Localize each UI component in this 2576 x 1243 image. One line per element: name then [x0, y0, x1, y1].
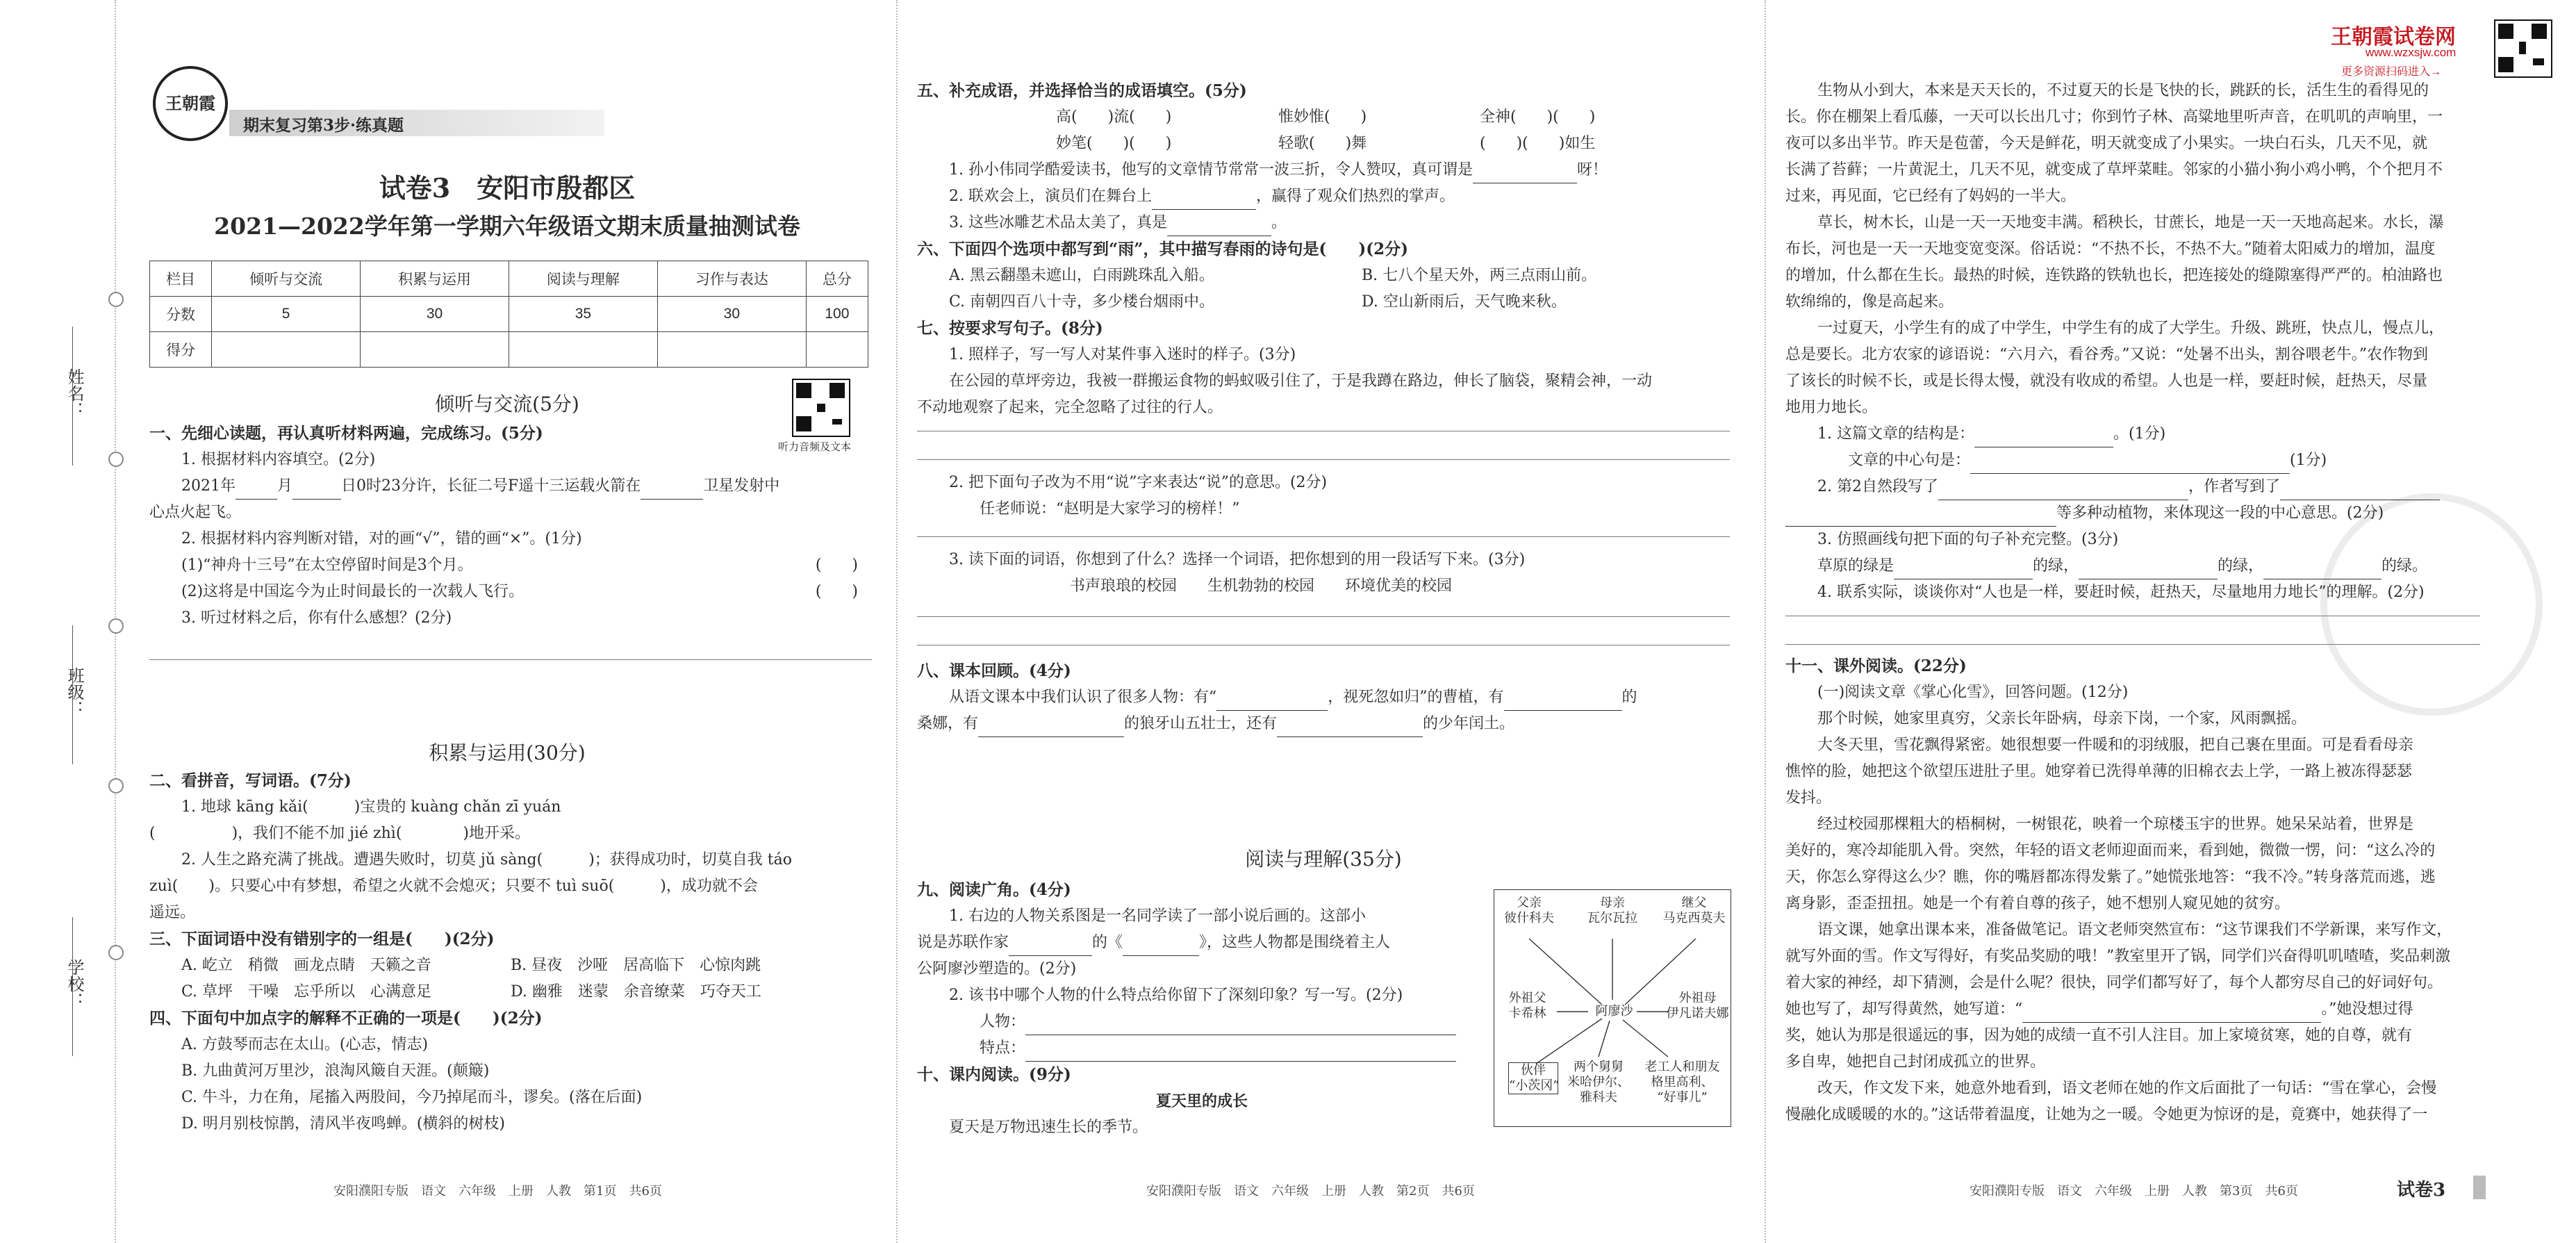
- answer-blank[interactable]: [1894, 561, 2033, 579]
- answer-line[interactable]: [1785, 644, 2480, 645]
- banner-text: 期末复习第3步·练真题: [243, 116, 404, 135]
- page-divider: [896, 0, 898, 1243]
- answer-blank[interactable]: [2280, 481, 2440, 500]
- binding-hole: [108, 618, 124, 634]
- question-7-3: 3. 读下面的词语，你想到了什么？选择一个词语，把你想到的用一段话写下来。(3分): [949, 551, 1526, 568]
- exam-title: 试卷3 安阳市殷都区: [379, 172, 636, 204]
- node-name: 彼什科夫: [1504, 911, 1554, 925]
- story-line: 离身影，歪歪扭扭。她是一个有着自尊的孩子，她不想别人窥见她的贫穷。: [1785, 895, 2290, 912]
- text: 2021年: [181, 477, 236, 495]
- score-table: [149, 261, 868, 368]
- story-line: 憔悴的脸，她把这个欲望压进肚子里。她穿着已洗得单薄的旧棉衣去上学，一路上被冻得瑟瑟: [1785, 763, 2413, 780]
- question-10-3-text: [1785, 553, 2480, 579]
- passage-line: 过来，再见面，它已经有了妈妈的一半大。: [1785, 188, 2077, 205]
- score-header: 积累与运用: [361, 261, 509, 297]
- answer-blank[interactable]: [2022, 1004, 2321, 1023]
- answer-blank[interactable]: [292, 481, 341, 500]
- passage-line: 地用力地长。: [1785, 399, 1878, 416]
- question-7-2-sentence: 任老师说：“赵明是大家学习的榜样！”: [980, 500, 1240, 518]
- text: 等多种动植物，来体现这一段的中心意思。(2分): [2056, 504, 2384, 522]
- story-line: 多自卑，她把自己封闭成孤立的世界。: [1785, 1053, 2046, 1071]
- score-header: 总分: [806, 261, 868, 297]
- exam-subtitle: 2021—2022学年第一学期六年级语文期末质量抽测试卷: [214, 213, 800, 240]
- answer-blank[interactable]: [1009, 937, 1092, 956]
- option-c[interactable]: C. 南朝四百八十寺，多少楼台烟雨中。: [949, 293, 1215, 311]
- question-11-intro: (一)阅读文章《掌心化雪》，回答问题。(12分): [1817, 684, 2129, 701]
- character-relationship-diagram: [1494, 889, 1731, 1127]
- passage-line: 长。你在棚架上看瓜藤，一天可以长出几寸；你到竹子林、高粱地里听声音，在叽叽的声响里，一: [1785, 108, 2443, 126]
- text: 。”她没想过得: [2321, 1001, 2413, 1018]
- class-label: 班级：: [65, 667, 84, 717]
- score-header: 阅读与理解: [509, 261, 657, 297]
- question-7-1-example: 在公园的草坪旁边，我被一群搬运食物的蚂蚁吸引住了，于是我蹲在路边，伸长了脑袋，聚精会神，一动: [949, 372, 1653, 390]
- question-6-row2: [917, 289, 1730, 315]
- question-1-3: 3. 听过材料之后，你有什么感想？(2分): [181, 609, 452, 627]
- story-line: [1785, 996, 2480, 1023]
- passage-line: 夜可以多出半节。昨天是苞蕾，今天是鲜花，明天就变成了小果实。一块白石头，几天不见，就: [1785, 135, 2428, 152]
- page-1: [139, 0, 875, 1243]
- text: 的《: [1092, 934, 1123, 951]
- page-footer: 安阳濮阳专版 语文 六年级 上册 人教 第3页 共6页: [1970, 1184, 2298, 1199]
- text: ，视死忽如归”的曹植，有: [1328, 689, 1504, 706]
- story-line: 慢融化成暖暖的水的。”这话带着温度，让她为之一暖。令她更为惊讶的是，竟赛中，她获得了一: [1785, 1106, 2428, 1123]
- story-line: 大冬天里，雪花飘得紧密。她很想要一件暖和的羽绒服，把自己裹在里面。可是看看母亲: [1817, 736, 2414, 754]
- watermark-title: 王朝霞试卷网: [2331, 26, 2456, 49]
- question-7-3-words: 书声琅琅的校园 生机勃勃的校园 环境优美的校园: [1070, 577, 1453, 595]
- text: 草原的绿是: [1817, 557, 1894, 575]
- question-9-2: 2. 该书中哪个人物的什么特点给你留下了深刻印象？写一写。(2分): [949, 987, 1403, 1004]
- text: 。(1分): [2113, 425, 2166, 443]
- question-3: 三、下面词语中没有错别字的一组是( )(2分): [149, 930, 495, 948]
- node-center: 阿廖沙: [1595, 1004, 1633, 1019]
- story-line: 美好的，寒冷却能肌入骨。突然，年轻的语文老师迎面而来，看到她，微微一愣，问：“这么冷的: [1785, 842, 2436, 859]
- option-a[interactable]: A. 黑云翻墨未遮山，白雨跳珠乱入船。: [949, 267, 1214, 284]
- answer-blank[interactable]: [1025, 1016, 1456, 1035]
- text: 3. 这些冰雕艺术品太美了，真是: [949, 214, 1167, 231]
- score-input[interactable]: [657, 332, 806, 368]
- option-a[interactable]: A. 屹立 稍微 画龙点睛 天籁之音: [181, 957, 431, 974]
- question-2: 二、看拼音，写词语。(7分): [149, 771, 352, 790]
- question-3-row2: [149, 979, 872, 1005]
- page-footer: 安阳濮阳专版 语文 六年级 上册 人教 第1页 共6页: [333, 1184, 662, 1199]
- node-role: 父亲: [1517, 896, 1542, 910]
- node-name: “好事儿”: [1657, 1090, 1708, 1105]
- question-7-1-example-cont: 不动地观察了起来，完全忽略了过往的行人。: [917, 399, 1223, 416]
- text: 特点：: [980, 1039, 1026, 1057]
- question-8: 八、课本回顾。(4分): [917, 661, 1071, 680]
- question-10-4: 4. 联系实际，谈谈你对“人也是一样，要赶时候，赶热天，尽量地用力地长”的理解。(2分): [1817, 584, 2425, 601]
- idiom-blank[interactable]: ( )( )如生: [1480, 135, 1596, 152]
- question-2-1: 1. 地球 kāng kǎi( )宝贵的 kuàng chǎn zī yuán: [181, 798, 561, 816]
- answer-blank[interactable]: [1473, 165, 1577, 183]
- score-cell: 30: [361, 297, 509, 332]
- text: 的少年闰土。: [1423, 715, 1515, 732]
- question-9: 九、阅读广角。(4分): [917, 880, 1071, 899]
- question-7-2: 2. 把下面句子改为不用“说”字来表达“说”的意思。(2分): [949, 474, 1328, 491]
- node-name: 格里高利、: [1651, 1075, 1714, 1089]
- question-8-text-cont: [917, 711, 1730, 737]
- node-name: 瓦尔瓦拉: [1587, 911, 1637, 925]
- question-5-1: [917, 157, 1730, 183]
- answer-blank[interactable]: [1974, 429, 2113, 447]
- answer-blank[interactable]: [1785, 508, 2056, 527]
- score-input[interactable]: [509, 332, 657, 368]
- story-line: 那个时候，她家里真穷，父亲长年卧病，母亲下岗，一个家，风雨飘摇。: [1817, 710, 2307, 727]
- text: 2. 联欢会上，演员们在舞台上: [949, 188, 1152, 205]
- node-role: 外祖父: [1508, 991, 1546, 1005]
- node-name: 伊凡诺夫娜: [1666, 1006, 1729, 1021]
- score-earned-row: [150, 332, 868, 368]
- idiom-blank[interactable]: 高( )流( ): [1056, 108, 1172, 126]
- text: 她也写了，却写得黄然，她写道：“: [1785, 1001, 2023, 1018]
- passage-line: 了该长的时候不长，或是长得太慢，就没有收成的希望。人也是一样，要赶时候，赶热天，尽量: [1785, 372, 2428, 390]
- answer-line[interactable]: [917, 536, 1730, 537]
- answer-blank[interactable]: [1970, 455, 2290, 474]
- score-header: 习作与表达: [657, 261, 806, 297]
- passage-line: 草长，树木长，山是一天一天地变丰满。稻秧长，甘蔗长，地是一天一天地高起来。水长，瀑: [1817, 214, 2445, 231]
- question-9-1-cont: [917, 930, 1487, 956]
- question-10-1b: [1785, 447, 2480, 474]
- text: 从语文课本中我们认识了很多人物：有“: [949, 689, 1217, 706]
- question-7: 七、按要求写句子。(8分): [917, 319, 1103, 338]
- question-2-2-cont: zuì( )。只要心中有梦想，希望之火就不会熄灭；只要不 tuì suō( )，成功就不会: [149, 878, 758, 895]
- question-10-1: [1785, 421, 2480, 447]
- page-footer: 安阳濮阳专版 语文 六年级 上册 人教 第2页 共6页: [1146, 1184, 1475, 1199]
- qr-caption: 听力音频及文本: [778, 441, 852, 453]
- node-uncles: [1567, 1060, 1630, 1105]
- text: 月: [277, 477, 293, 495]
- text: (2)这将是中国迄今为止时间最长的一次载人飞行。: [181, 583, 525, 600]
- banner: [229, 110, 604, 136]
- option-b[interactable]: B. 七八个星天外，两三点雨山前。: [1362, 267, 1597, 284]
- node-name: 马克西莫夫: [1662, 911, 1726, 925]
- story-title: 夏天里的成长: [1155, 1092, 1248, 1110]
- node-friend: [1508, 1062, 1558, 1094]
- question-11: 十一、课外阅读。(22分): [1785, 657, 1967, 675]
- text: 1. 孙小伟同学酷爱读书，他写的文章情节常常一波三折，令人赞叹，真可谓是: [949, 161, 1473, 179]
- score-input[interactable]: [212, 332, 361, 368]
- answer-blank[interactable]: [236, 481, 277, 500]
- node-grandmother: [1665, 991, 1731, 1021]
- option-d[interactable]: D. 明月别枝惊鹊，清风半夜鸣蝉。(横斜的树枝): [181, 1115, 506, 1133]
- question-10-2-cont: [1785, 500, 2480, 527]
- question-10-2: [1785, 474, 2480, 500]
- question-10-3: 3. 仿照画线句把下面的句子补充完整。(3分): [1817, 531, 2119, 548]
- section-title-listen: 倾听与交流(5分): [435, 393, 579, 415]
- binding-hole: [108, 292, 124, 307]
- question-1-1-text: [149, 473, 872, 500]
- answer-blank[interactable]: [1025, 1043, 1456, 1062]
- node-name: “小茨冈”: [1509, 1078, 1560, 1093]
- text: 1. 这篇文章的结构是：: [1817, 425, 1974, 443]
- answer-blank[interactable]: [1504, 692, 1622, 711]
- node-mother: [1585, 896, 1640, 926]
- binding-hole: [108, 778, 124, 793]
- passage-line: 总是要长。北方农家的谚语说：“六月六，看谷秀。”又说：“处暑不出头，割谷喂老牛。”农作物到: [1785, 346, 2428, 363]
- option-c[interactable]: C. 牛斗，力在角，尾搐入两股间，今乃掉尾而斗，谬矣。(落在后面): [181, 1089, 643, 1106]
- idiom-blank[interactable]: 惟妙惟( ): [1278, 108, 1367, 126]
- score-header: 栏目: [150, 261, 212, 297]
- judge-paren[interactable]: ( ): [815, 583, 858, 600]
- node-workers: [1639, 1060, 1726, 1105]
- badge-tab: [2473, 1176, 2486, 1199]
- score-cell: 35: [509, 297, 657, 332]
- answer-line[interactable]: [917, 616, 1730, 617]
- section-title-accum: 积累与运用(30分): [429, 741, 586, 764]
- score-input[interactable]: [361, 332, 509, 368]
- text: 》，这些人物都是围绕着主人: [1199, 934, 1391, 951]
- passage-line: 一过夏天，小学生有的成了中学生，中学生有的成了大学生。升级、跳班，快点儿，慢点儿，: [1817, 320, 2445, 337]
- page-divider: [1765, 0, 1766, 1243]
- passage-line: 布长，河也是一天一天地变宽变深。俗话说：“不热不长，不热不大。”随着太阳威力的增加，温度: [1785, 240, 2436, 258]
- text: 日0时23分许，长征二号F遥十三运载火箭在: [341, 477, 641, 495]
- score-cell: 得分: [150, 332, 212, 368]
- story-line: 奖，她认为那是很遥远的事，因为她的成绩一直不引人注目。加上家境贫寒，她的自尊，就有: [1785, 1027, 2413, 1044]
- node-role: 两个舅舅: [1574, 1060, 1624, 1074]
- node-stepfather: [1661, 896, 1727, 926]
- question-8-text: [917, 684, 1730, 711]
- question-1-1: 1. 根据材料内容填空。(2分): [181, 451, 376, 468]
- question-2-2: 2. 人生之路充满了挑战。遭遇失败时，切莫 jǔ sàng( )；获得成功时，切莫自我 táo: [181, 851, 792, 869]
- idiom-row-2: [917, 131, 1730, 157]
- node-grandfather: [1498, 991, 1557, 1021]
- school-line[interactable]: [72, 917, 73, 1056]
- judge-paren[interactable]: ( ): [815, 557, 858, 574]
- score-cell: 100: [806, 297, 868, 332]
- question-6: 六、下面四个选项中都写到“雨”，其中描写春雨的诗句是( )(2分): [917, 240, 1408, 258]
- binding-hole: [108, 945, 124, 960]
- story-line: 经过校园那棵粗大的梧桐树，一树银花，映着一个琼楼玉宇的世界。她呆呆站着，世界是: [1817, 816, 2414, 833]
- score-header: 倾听与交流: [212, 261, 361, 297]
- character-field: [917, 1009, 1487, 1035]
- story-line: 改天，作文发下来，她意外地看到，语文老师在她的作文后面批了一句话：“雪在掌心，会慢: [1817, 1080, 2437, 1097]
- question-2-2-end: 遥远。: [149, 904, 196, 921]
- text: 桑娜，有: [917, 715, 979, 732]
- option-b[interactable]: B. 九曲黄河万里沙，浪淘风簸自天涯。(颠簸): [181, 1062, 490, 1080]
- text: ，作者写到了: [2188, 478, 2280, 495]
- text: 2. 第2自然段写了: [1817, 478, 1938, 495]
- option-a[interactable]: A. 方鼓琴而志在太山。(心志，情志): [181, 1036, 429, 1053]
- idiom-blank[interactable]: 轻歌( )舞: [1278, 135, 1367, 152]
- node-father: [1501, 896, 1557, 926]
- option-d[interactable]: D. 幽雅 迷蒙 余音缭菜 巧夺天工: [511, 983, 761, 1001]
- trait-field: [917, 1035, 1487, 1062]
- node-role: 伙伴: [1521, 1063, 1546, 1078]
- answer-line[interactable]: [149, 659, 872, 660]
- question-4: 四、下面句中加点字的解释不正确的一项是( )(2分): [149, 1009, 543, 1028]
- text: 的: [1621, 689, 1637, 706]
- passage-line: 的增加，什么都在生长。最热的时候，连铁路的铁轨也长，把连接处的缝隙塞得严严的。柏油路也: [1785, 267, 2443, 284]
- score-cell: 5: [212, 297, 361, 332]
- question-5-2: [917, 183, 1730, 210]
- question-6-row1: [917, 263, 1730, 289]
- answer-blank[interactable]: [1938, 481, 2188, 500]
- text: ，赢得了观众们热烈的掌声。: [1255, 188, 1455, 205]
- story-line: 就写外面的雪。作文写得好，有奖品奖励的哦！”教室里开了锅，同学们兴奋得叽叽喳喳，奖品刺激: [1785, 948, 2451, 965]
- node-role: 继父: [1681, 896, 1707, 910]
- story-line: 发抖。: [1785, 789, 1832, 807]
- school-label: 学校：: [65, 959, 84, 1009]
- watermark-hint: 更多资源扫码进入→: [2341, 66, 2442, 78]
- answer-blank[interactable]: [1216, 692, 1328, 711]
- question-1: 一、先细心读题，再认真听材料两遍，完成练习。(5分): [149, 424, 543, 443]
- question-5: 五、补充成语，并选择恰当的成语填空。(5分): [917, 81, 1247, 100]
- question-1-2: 2. 根据材料内容判断对错，对的画“√”，错的画“×”。(1分): [181, 530, 582, 548]
- paper-badge: 试卷3: [2397, 1180, 2446, 1201]
- passage-line: 软绵绵的，像是高起来。: [1785, 293, 1954, 311]
- passage-line: 长满了苔藓；一片黄泥土，几天不见，就变成了草坪菜畦。邻家的小猫小狗小鸡小鸭，个个把月不: [1785, 161, 2443, 179]
- passage-line: 生物从小到大，本来是天天长的，不过夏天的长是飞快的长，跳跃的长，活生生的看得见的: [1817, 82, 2429, 99]
- answer-blank[interactable]: [1167, 217, 1271, 236]
- node-name: 米哈伊尔、: [1567, 1075, 1630, 1089]
- answer-blank[interactable]: [641, 481, 703, 500]
- page-3: [1785, 0, 2550, 1243]
- question-5-3: [917, 210, 1730, 236]
- text: 人物：: [980, 1013, 1026, 1030]
- question-10: 十、课内阅读。(9分): [917, 1065, 1071, 1084]
- idiom-blank[interactable]: 妙笔( )( ): [1056, 135, 1172, 152]
- story-first-line: 夏天是万物迅速生长的季节。: [949, 1119, 1148, 1136]
- node-role: 母亲: [1600, 896, 1625, 910]
- text: 的绿。: [2381, 557, 2428, 575]
- answer-blank[interactable]: [1152, 191, 1256, 210]
- answer-blank[interactable]: [1123, 937, 1199, 956]
- score-cell: 30: [657, 297, 806, 332]
- score-input[interactable]: [806, 332, 868, 368]
- answer-blank[interactable]: [2263, 561, 2381, 579]
- binding-hole: [108, 452, 124, 467]
- name-label: 姓名：: [65, 368, 84, 418]
- page-2: [917, 0, 1737, 1243]
- option-c[interactable]: C. 草坪 干噪 忘乎所以 心满意足: [181, 983, 432, 1001]
- text: (1分): [2290, 452, 2327, 469]
- section-title-read: 阅读与理解(35分): [1245, 848, 1402, 871]
- logo-text: 王朝霞: [165, 93, 215, 113]
- text: 。: [1271, 214, 1287, 231]
- idiom-row-1: [917, 104, 1730, 131]
- question-9-1-end: 公阿廖沙塑造的。(2分): [917, 960, 1077, 978]
- brand-logo: [153, 66, 228, 141]
- text: 说是苏联作家: [917, 934, 1009, 951]
- answer-line[interactable]: [917, 459, 1730, 460]
- text: 呀！: [1577, 161, 1608, 179]
- text: (1)“神舟十三号”在太空停留时间是3个月。: [181, 557, 473, 574]
- question-3-row1: [149, 953, 872, 979]
- score-header-row: [150, 261, 868, 297]
- answer-blank[interactable]: [978, 718, 1124, 737]
- question-1-2b: [149, 579, 872, 605]
- text: 的狼牙山五壮士，还有: [1124, 715, 1278, 732]
- node-role: 外祖母: [1678, 991, 1717, 1005]
- answer-blank[interactable]: [2079, 561, 2218, 579]
- idiom-blank[interactable]: 全神( )( ): [1480, 108, 1596, 126]
- question-2-1-cont: ( )，我们不能不加 jié zhì( )地开采。: [149, 825, 530, 842]
- question-1-2a: [149, 552, 872, 579]
- question-7-1: 1. 照样子，写一写人对某件事入迷时的样子。(3分): [949, 346, 1296, 363]
- story-line: 语文课，她拿出课本来，准备做笔记。语文老师突然宣布：“这节课我们不学新课，来写作文，: [1817, 921, 2452, 939]
- text: 的绿，: [2218, 557, 2264, 575]
- story-line: 着大家的神经，却下猜测，会是什么呢？很快，同学们都写好了，每个人都穷尽自己的好词好句。: [1785, 974, 2443, 991]
- question-9-1: 1. 右边的人物关系图是一名同学读了一部小说后画的。这部小: [949, 907, 1366, 925]
- node-role: 老工人和朋友: [1644, 1060, 1720, 1074]
- answer-blank[interactable]: [1277, 718, 1423, 737]
- option-b[interactable]: B. 昼夜 沙哑 居高临下 心惊肉跳: [511, 957, 761, 974]
- name-line[interactable]: [72, 327, 73, 466]
- score-points-row: [150, 297, 868, 332]
- score-cell: 分数: [150, 297, 212, 332]
- text: 卫星发射中: [703, 477, 780, 495]
- class-line[interactable]: [72, 625, 73, 764]
- text: 的绿，: [2033, 557, 2079, 575]
- text: 文章的中心句是：: [1848, 452, 1971, 469]
- node-name: 卡希林: [1508, 1006, 1546, 1021]
- story-line: 天，你怎么穿得这么少？瞧，你的嘴唇都冻得发紫了。”她慌张地答：“我不冷。”转身落荒而逃，逃: [1785, 869, 2436, 886]
- question-1-1-cont: 心点火起飞。: [149, 504, 242, 521]
- node-name: 雅科夫: [1580, 1090, 1617, 1105]
- option-d[interactable]: D. 空山新雨后，天气晚来秋。: [1362, 293, 1567, 311]
- watermark-url: www.wzxsjw.com: [2366, 46, 2457, 59]
